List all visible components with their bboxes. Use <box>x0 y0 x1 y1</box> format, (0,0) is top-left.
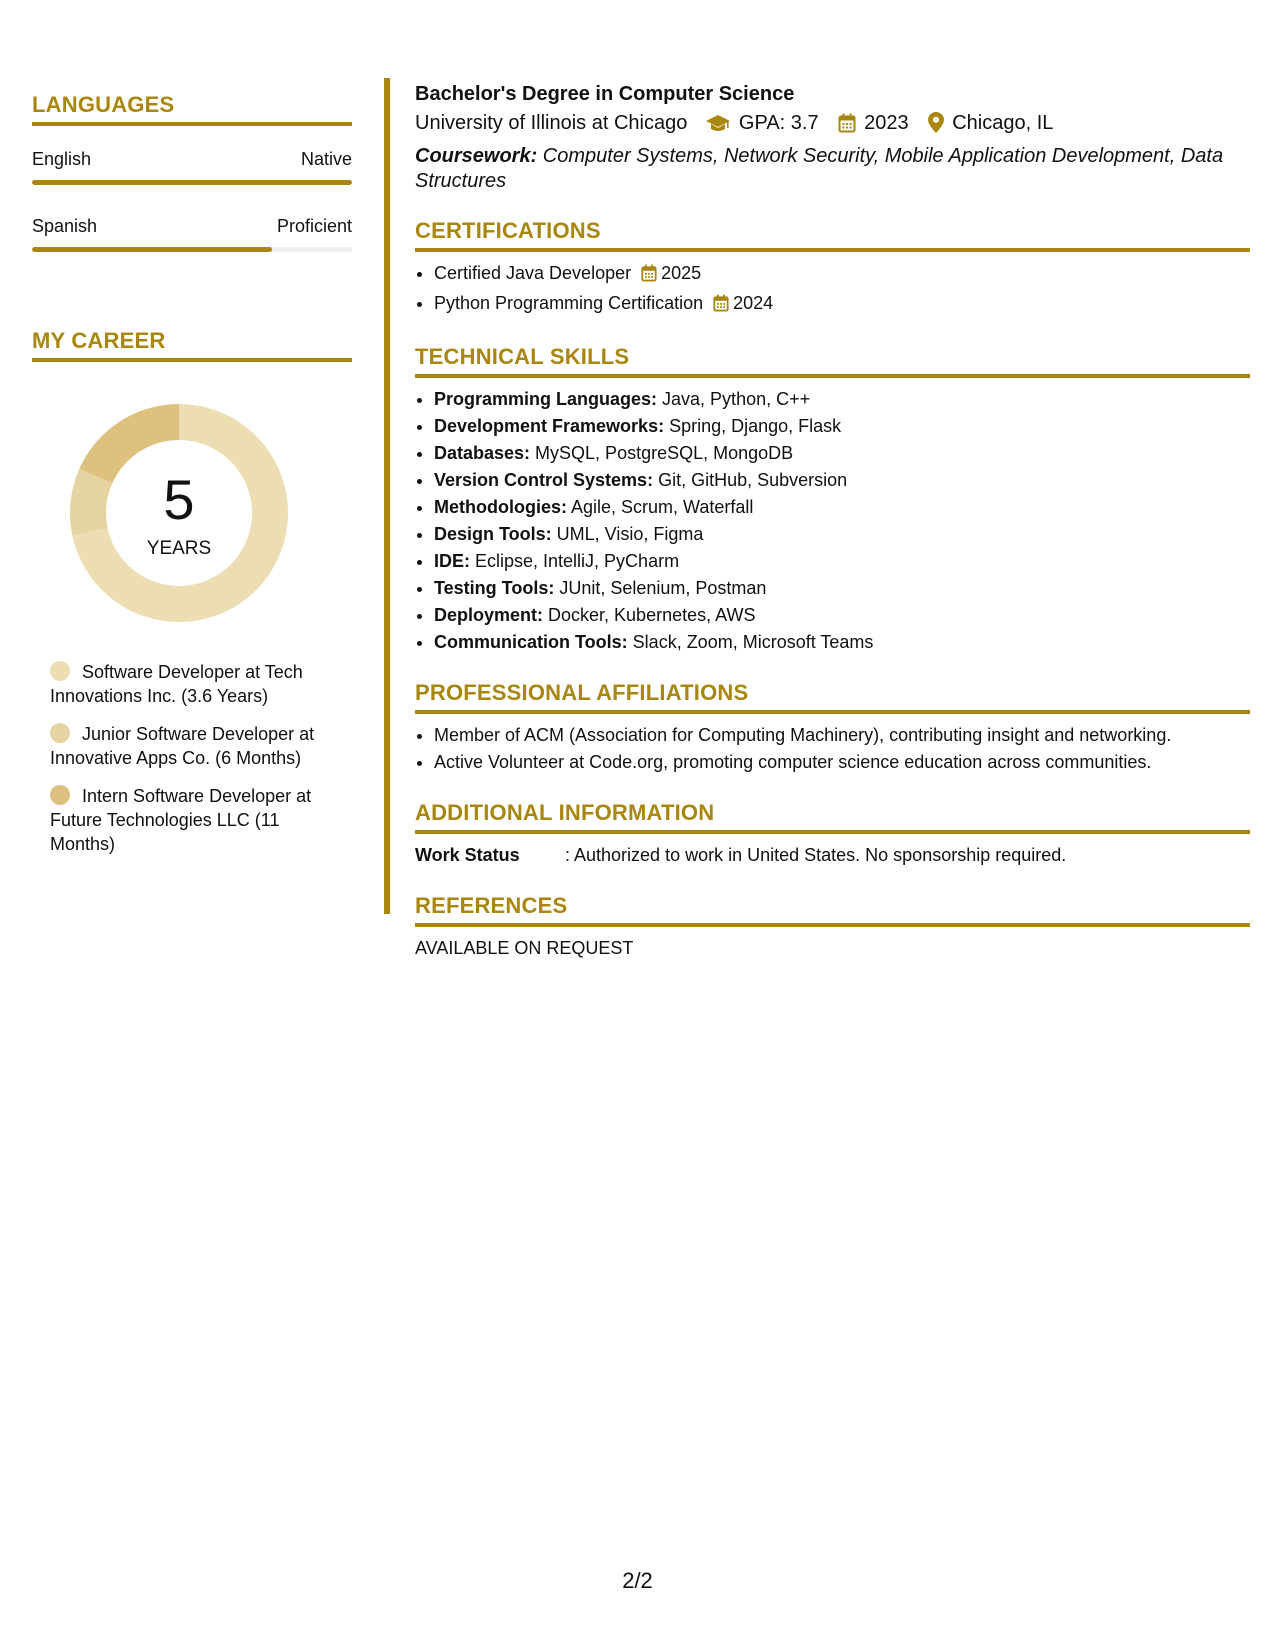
column-divider <box>384 78 390 914</box>
list-item <box>434 467 1250 494</box>
language-bar <box>32 247 352 252</box>
skill-values: Docker, Kubernetes, AWS <box>543 605 756 625</box>
page-number: 2/2 <box>622 1568 653 1593</box>
graduation-year: 2023 <box>864 112 909 134</box>
languages-title: LANGUAGES <box>32 92 352 126</box>
list-item <box>434 521 1250 548</box>
skill-category: Programming Languages: <box>434 389 658 409</box>
language-level: Native <box>300 149 352 169</box>
school-name: University of Illinois at Chicago <box>415 112 688 134</box>
affiliations-title: PROFESSIONAL AFFILIATIONS <box>415 680 1250 714</box>
list-item <box>434 602 1250 629</box>
skill-values: Git, GitHub, Subversion <box>653 470 848 490</box>
coursework-label: Coursework: <box>415 145 538 167</box>
calendar-icon <box>713 293 729 320</box>
legend-dot <box>50 661 70 681</box>
work-status-label: Work Status <box>415 845 520 865</box>
skill-values: Java, Python, C++ <box>657 389 811 409</box>
work-status-row <box>415 842 1250 869</box>
certifications-list <box>415 260 1250 320</box>
list-item <box>434 575 1250 602</box>
skill-category: Communication Tools: <box>434 632 628 652</box>
skills-title: TECHNICAL SKILLS <box>415 344 1250 378</box>
skill-category: Version Control Systems: <box>434 470 654 490</box>
skills-list <box>415 386 1250 656</box>
list-item <box>434 494 1250 521</box>
language-level: Proficient <box>276 216 352 236</box>
skill-category: Testing Tools: <box>434 578 555 598</box>
skill-category: Development Frameworks: <box>434 416 665 436</box>
education-meta <box>415 108 1250 142</box>
work-status-value: : Authorized to work in United States. No sponsorship required. <box>565 845 1067 865</box>
gpa-text: GPA: 3.7 <box>738 112 819 134</box>
skill-values: Spring, Django, Flask <box>664 416 842 436</box>
school-location: Chicago, IL <box>952 112 1054 134</box>
list-item: • Member of ACM (Association for Computing Machinery), contributing insight and networking. <box>434 722 1250 749</box>
list-item <box>434 260 1250 290</box>
certification-year: 2024 <box>733 293 774 313</box>
skill-category: Methodologies: <box>434 497 567 517</box>
affiliations-list <box>415 722 1250 776</box>
graduation-cap-icon <box>705 112 731 142</box>
skill-category: Databases: <box>434 443 531 463</box>
skill-category: Design Tools: <box>434 524 552 544</box>
skill-values: JUnit, Selenium, Postman <box>554 578 767 598</box>
certifications-title: CERTIFICATIONS <box>415 218 1250 252</box>
skill-values: UML, Visio, Figma <box>551 524 704 544</box>
language-bar-fill <box>32 247 272 252</box>
certification-name: Python Programming Certification <box>434 293 704 313</box>
skill-values: Agile, Scrum, Waterfall <box>567 497 754 517</box>
calendar-icon <box>838 112 856 142</box>
language-item <box>32 146 352 172</box>
legend-dot <box>50 723 70 743</box>
certification-year: 2025 <box>661 263 702 283</box>
career-total-unit: YEARS <box>146 538 212 559</box>
skill-category: Deployment: <box>434 605 544 625</box>
career-legend-item <box>50 722 340 770</box>
language-name: English <box>32 149 92 169</box>
legend-dot <box>50 785 70 805</box>
list-item <box>434 413 1250 440</box>
certification-name: Certified Java Developer <box>434 263 632 283</box>
list-item <box>434 290 1250 320</box>
career-total-value: 5 <box>163 468 195 531</box>
career-legend-label: Junior Software Developer at Innovative Apps Co. (6 Months) <box>50 724 315 768</box>
references-title: REFERENCES <box>415 893 1250 927</box>
right-column <box>415 78 1250 962</box>
coursework <box>415 144 1250 194</box>
career-legend-item <box>50 784 340 856</box>
language-bar <box>32 180 352 185</box>
calendar-icon <box>641 263 657 290</box>
map-pin-icon <box>928 112 944 142</box>
references-text: AVAILABLE ON REQUEST <box>415 938 634 958</box>
skill-values: MySQL, PostgreSQL, MongoDB <box>530 443 794 463</box>
language-list <box>32 146 352 252</box>
list-item <box>434 629 1250 656</box>
career-legend <box>32 660 340 856</box>
list-item: • Active Volunteer at Code.org, promoting computer science education across communities. <box>434 749 1250 776</box>
skill-values: Eclipse, IntelliJ, PyCharm <box>470 551 680 571</box>
list-item <box>434 548 1250 575</box>
additional-info-title: ADDITIONAL INFORMATION <box>415 800 1250 834</box>
career-legend-item <box>50 660 340 708</box>
skill-category: IDE: <box>434 551 470 571</box>
skill-values: Slack, Zoom, Microsoft Teams <box>627 632 874 652</box>
language-bar-fill <box>32 180 352 185</box>
career-legend-label: Intern Software Developer at Future Technologies LLC (11 Months) <box>50 786 312 854</box>
left-column <box>32 92 352 870</box>
list-item <box>434 440 1250 467</box>
career-title: MY CAREER <box>32 328 352 362</box>
degree-title: Bachelor's Degree in Computer Science <box>415 83 795 105</box>
list-item <box>434 386 1250 413</box>
education-section <box>415 80 1250 194</box>
career-legend-label: Software Developer at Tech Innovations Inc. (3.6 Years) <box>50 662 303 706</box>
language-item <box>32 213 352 239</box>
coursework-text: Computer Systems, Network Security, Mobile Application Development, Data Structures <box>415 145 1224 192</box>
language-name: Spanish <box>32 216 98 236</box>
career-donut-chart <box>66 400 292 626</box>
